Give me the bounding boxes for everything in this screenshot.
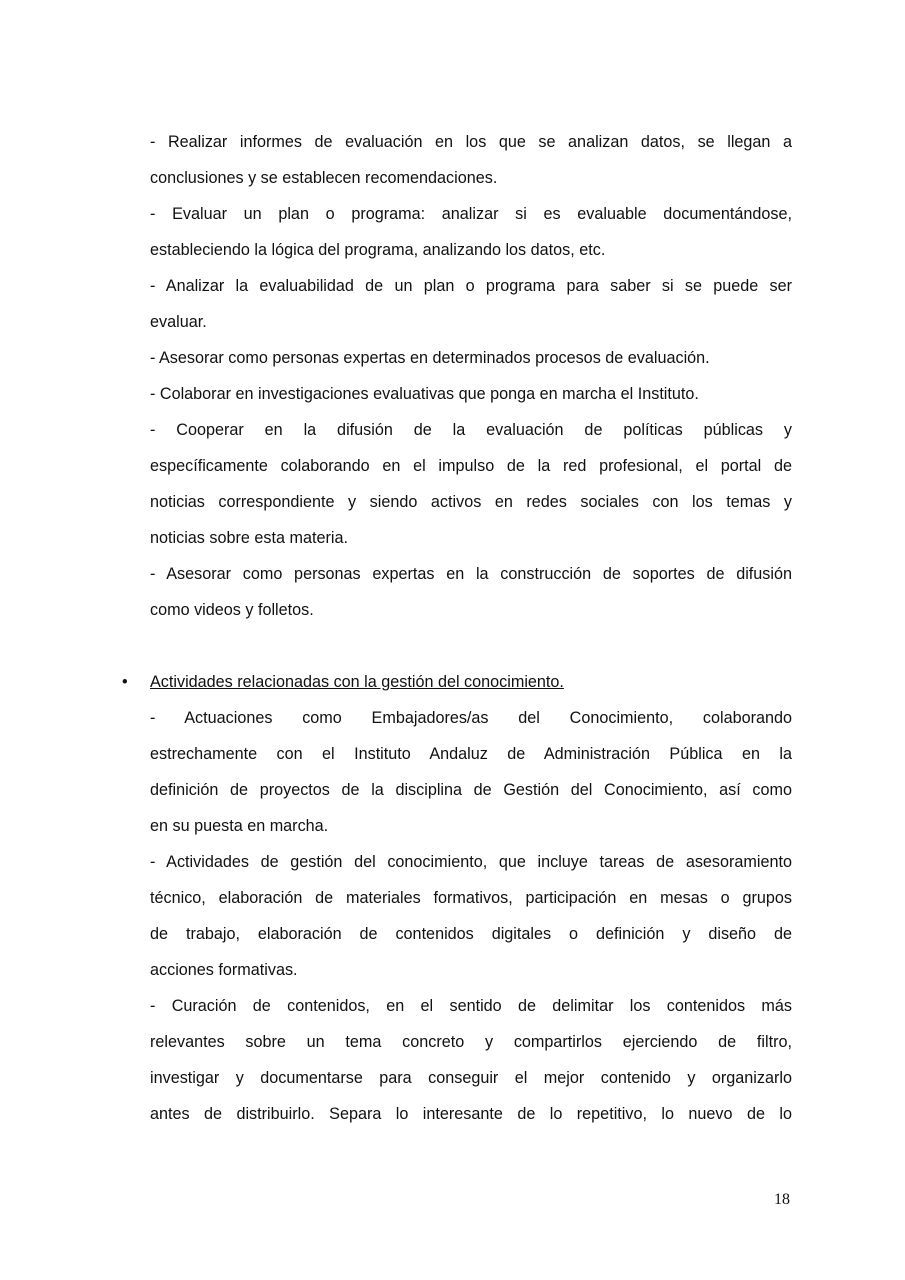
text-line: como videos y folletos.: [150, 601, 314, 619]
text-line: específicamente colaborando en el impulso de la red profesional, el portal de: [150, 457, 792, 475]
paragraph: [150, 124, 792, 196]
text-line: investigar y documentarse para conseguir el mejor contenido y organizarlo: [150, 1069, 792, 1087]
text-line: - Analizar la evaluabilidad de un plan o programa para saber si se puede ser: [150, 277, 792, 295]
section-heading-row: [122, 664, 792, 700]
text-line: estableciendo la lógica del programa, analizando los datos, etc.: [150, 241, 606, 259]
paragraph: [150, 196, 792, 268]
paragraph: [150, 340, 792, 376]
text-line: - Colaborar en investigaciones evaluativas que ponga en marcha el Instituto.: [150, 385, 699, 403]
bullet-icon: •: [122, 673, 128, 691]
paragraph: [150, 556, 792, 628]
text-line: - Asesorar como personas expertas en determinados procesos de evaluación.: [150, 349, 710, 367]
text-line: - Asesorar como personas expertas en la construcción de soportes de difusión: [150, 565, 792, 583]
text-line: en su puesta en marcha.: [150, 817, 329, 835]
paragraph: [150, 412, 792, 556]
paragraph: [150, 700, 792, 844]
text-line: evaluar.: [150, 313, 207, 331]
text-line: noticias correspondiente y siendo activos en redes sociales con los temas y: [150, 493, 792, 511]
paragraph: [150, 376, 792, 412]
document-body: [122, 124, 792, 1132]
text-line: noticias sobre esta materia.: [150, 529, 348, 547]
text-line: - Actuaciones como Embajadores/as del Conocimiento, colaborando: [150, 709, 792, 727]
text-line: - Actividades de gestión del conocimiento, que incluye tareas de asesoramiento: [150, 853, 792, 871]
section-heading: Actividades relacionadas con la gestión del conocimiento.: [150, 673, 564, 691]
text-line: relevantes sobre un tema concreto y compartirlos ejerciendo de filtro,: [150, 1033, 792, 1051]
text-line: - Evaluar un plan o programa: analizar si es evaluable documentándose,: [150, 205, 792, 223]
text-line: definición de proyectos de la disciplina de Gestión del Conocimiento, así como: [150, 781, 792, 799]
text-line: técnico, elaboración de materiales formativos, participación en mesas o grupos: [150, 889, 792, 907]
paragraph: [150, 844, 792, 988]
text-line: de trabajo, elaboración de contenidos digitales o definición y diseño de: [150, 925, 792, 943]
paragraph: [150, 268, 792, 340]
spacer: [150, 628, 792, 664]
page-number: 18: [774, 1191, 790, 1208]
text-line: - Curación de contenidos, en el sentido de delimitar los contenidos más: [150, 997, 792, 1015]
text-line: - Cooperar en la difusión de la evaluación de políticas públicas y: [150, 421, 792, 439]
text-line: - Realizar informes de evaluación en los que se analizan datos, se llegan a: [150, 133, 792, 151]
text-line: antes de distribuirlo. Separa lo interesante de lo repetitivo, lo nuevo de lo: [150, 1105, 792, 1123]
text-line: acciones formativas.: [150, 961, 298, 979]
paragraph: [150, 988, 792, 1132]
section-knowledge-management: [150, 700, 792, 1132]
text-line: conclusiones y se establecen recomendaciones.: [150, 169, 498, 187]
section-evaluation-tasks: [150, 124, 792, 628]
text-line: estrechamente con el Instituto Andaluz de Administración Pública en la: [150, 745, 792, 763]
